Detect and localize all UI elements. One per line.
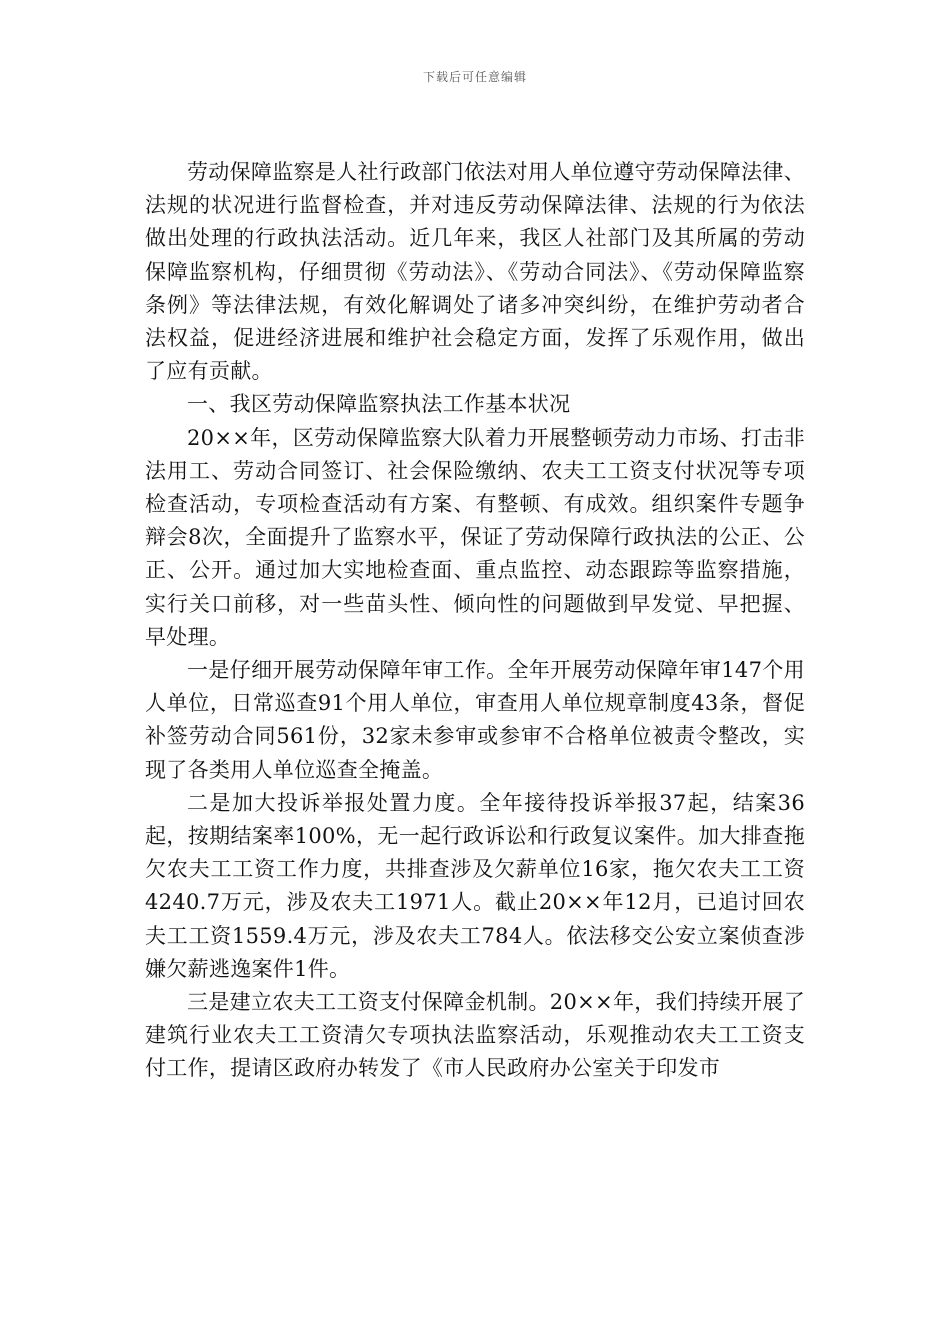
document-body	[145, 156, 805, 1086]
header-note: 下载后可任意编辑	[422, 70, 527, 84]
item-one-paragraph: 一是仔细开展劳动保障年审工作。全年开展劳动保障年审147个用人单位，日常巡查91个用人单位，审查用人单位规章制度43条，督促补签劳动合同561份，32家未参审或参审不合格单位被责令整改，实现了各类用人单位巡查全掩盖。	[145, 658, 805, 782]
overview-paragraph: 20××年，区劳动保障监察大队着力开展整顿劳动力市场、打击非法用工、劳动合同签订、社会保险缴纳、农夫工工资支付状况等专项检查活动，专项检查活动有方案、有整顿、有成效。组织案件专题争辩会8次，全面提升了监察水平，保证了劳动保障行政执法的公正、公正、公开。通过加大实地检查面、重点监控、动态跟踪等监察措施，实行关口前移，对一些苗头性、倾向性的问题做到早发觉、早把握、早处理。	[145, 425, 805, 649]
section-heading: 一、我区劳动保障监察执法工作基本状况	[187, 392, 571, 417]
item-three-paragraph: 三是建立农夫工工资支付保障金机制。20××年，我们持续开展了建筑行业农夫工工资清欠专项执法监察活动，乐观推动农夫工工资支付工作，提请区政府办转发了《市人民政府办公室关于印发市	[145, 990, 805, 1081]
intro-paragraph: 劳动保障监察是人社行政部门依法对用人单位遵守劳动保障法律、法规的状况进行监督检查，并对违反劳动保障法律、法规的行为依法做出处理的行政执法活动。近几年来，我区人社部门及其所属的劳动保障监察机构，仔细贯彻《劳动法》、《劳动合同法》、《劳动保障监察条例》等法律法规，有效化解调处了诸多冲突纠纷，在维护劳动者合法权益，促进经济进展和维护社会稳定方面，发挥了乐观作用，做出了应有贡献。	[145, 160, 805, 384]
item-two-paragraph: 二是加大投诉举报处置力度。全年接待投诉举报37起，结案36起，按期结案率100%，无一起行政诉讼和行政复议案件。加大排查拖欠农夫工工资工作力度，共排查涉及欠薪单位16家，拖欠农夫工工资4240.7万元，涉及农夫工1971人。截止20××年12月，已追讨回农夫工工资1559.4万元，涉及农夫工784人。依法移交公安立案侦查涉嫌欠薪逃逸案件1件。	[145, 790, 805, 981]
